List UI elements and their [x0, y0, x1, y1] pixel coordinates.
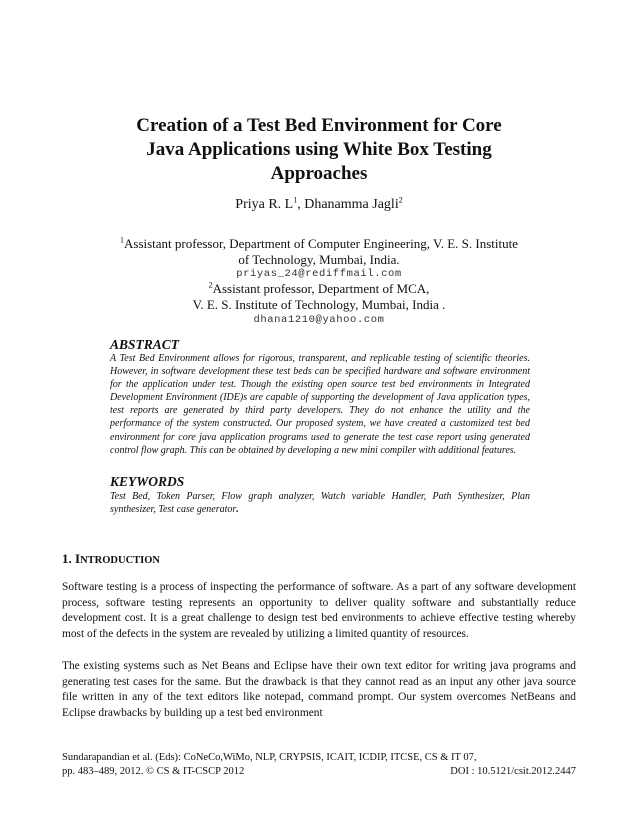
keywords-list: Test Bed, Token Parser, Flow graph analyzer, Watch variable Handler, Path Synthesizer, Plan synthesizer, Test case generator	[110, 491, 530, 516]
footer-row	[62, 765, 576, 779]
email-1[interactable]: priyas_24@rediffmail.com	[236, 268, 402, 280]
affiliation-line	[90, 236, 548, 252]
title-line: Creation of a Test Bed Environment for Core	[136, 115, 502, 136]
affil-mark: 1	[120, 235, 124, 245]
affiliation-1	[90, 236, 548, 268]
author-name: Dhanamma Jagli	[304, 197, 399, 212]
keywords-text	[110, 490, 530, 516]
author-separator: ,	[297, 197, 305, 212]
keywords-heading: KEYWORDS	[110, 474, 185, 489]
body-paragraph: The existing systems such as Net Beans and Eclipse have their own text editor for writing java programs and generating test cases for the same. But the drawback is that they cannot read as an input any other java source file written in any of the text editors like notepad, command prompt. Our system overcomes NetBeans and Eclipse drawbacks by building up a test bed environment	[62, 660, 576, 719]
affiliation-text: Assistant professor, Department of MCA,	[212, 281, 430, 296]
footer-doi[interactable]: DOI : 10.5121/csit.2012.2447	[450, 766, 576, 777]
section-heading-rest: NTRODUCTION	[80, 555, 160, 566]
abstract-text: A Test Bed Environment allows for rigorous, transparent, and replicable testing of scientific theories. However, in software development these test beds can be specified hardware and software environment for the application under test. Though the existing open source test bed environments in Integrated Development Environment (IDE)s are capable of supporting the development of Java application types, test reports are generated by third party developers. They do not enhance the utility and the performance of the system constructed. Our proposed system, we have created a customized test bed environment for core java application programs used to generate the test case report using generated control flow graph. This can be obtained by developing a new mini compiler with additional features.	[110, 353, 530, 456]
title-line: Java Applications using White Box Testing	[146, 139, 492, 160]
affiliation-text: Assistant professor, Department of Computer Engineering, V. E. S. Institute	[124, 236, 518, 251]
affiliation-line: of Technology, Mumbai, India.	[238, 252, 400, 267]
section-heading-introduction	[62, 551, 160, 567]
body-paragraph: Software testing is a process of inspecting the performance of software. As a part of any software development process, software testing represents an opportunity to deliver quality software and substantially reduce development cost. It is a great challenge to design test bed environments to achieve effective testing whereby most of the defects in the system are revealed by utilizing a limited quantity of resources.	[62, 581, 576, 640]
affil-mark: 2	[208, 280, 213, 290]
title-line: Approaches	[270, 163, 368, 184]
affiliation-line: V. E. S. Institute of Technology, Mumbai, India .	[192, 297, 446, 312]
section-number: 1. I	[62, 551, 81, 566]
footer-citation: Sundarapandian et al. (Eds): CoNeCo,WiMo, NLP, CRYPSIS, ICAIT, ICDIP, ITCSE, CS & IT 07,	[62, 752, 477, 763]
page-footer	[62, 751, 576, 779]
abstract-heading: ABSTRACT	[110, 337, 180, 352]
author-list	[0, 196, 638, 213]
author-affil-mark: 2	[398, 195, 403, 205]
affiliation-2	[90, 281, 548, 313]
author-name: Priya R. L	[235, 197, 294, 212]
email-2[interactable]: dhana1210@yahoo.com	[253, 314, 385, 326]
affiliation-line	[90, 281, 548, 297]
keywords-end: .	[236, 504, 239, 516]
author-affil-mark: 1	[293, 195, 298, 205]
footer-copyright: pp. 483–489, 2012. © CS & IT-CSCP 2012	[62, 766, 245, 777]
paper-title	[70, 114, 568, 186]
